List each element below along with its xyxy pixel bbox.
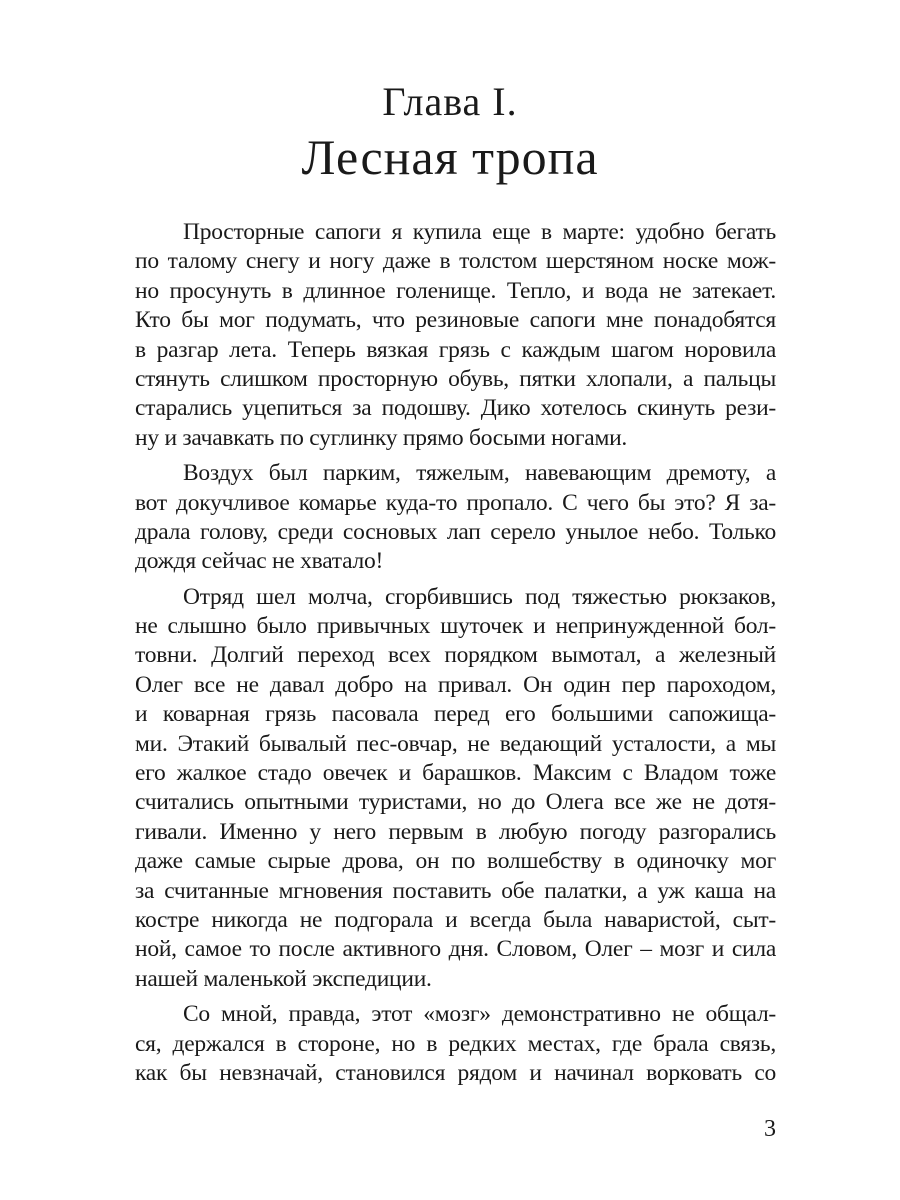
- page-number: 3: [764, 1116, 776, 1142]
- text-line: Кто бы мог подумать, что резиновые сапоги мне понадобятся: [135, 307, 776, 334]
- text-line: его жалкое стадо овечек и барашков. Максим с Владом тоже: [135, 760, 776, 787]
- text-line: даже самые сырые дрова, он по волшебству в одиночку мог: [135, 848, 776, 875]
- text-line: гивали. Именно у него первым в любую погоду разгорались: [135, 818, 776, 845]
- text-line: Со мной, правда, этот «мозг» демонстративно не общал-: [183, 1001, 776, 1028]
- text-line: Олег все не давал добро на привал. Он один пер пароходом,: [135, 671, 776, 698]
- text-line: Просторные сапоги я купила еще в марте: удобно бегать: [183, 219, 776, 245]
- text-line: старались уцепиться за подошву. Дико хотелось скинуть рези-: [135, 395, 776, 422]
- chapter-title: Лесная тропа: [301, 129, 599, 185]
- text-line: Отряд шел молча, сгорбившись под тяжестью рюкзаков,: [183, 583, 776, 610]
- text-line: вот докучливое комарье куда-то пропало. С чего бы это? Я за-: [135, 489, 776, 516]
- text-line: но просунуть в длинное голенище. Тепло, и вода не затекает.: [135, 277, 776, 304]
- text-line: костре никогда не подгорала и всегда была наваристой, сыт-: [135, 906, 776, 933]
- text-line: считались опытными туристами, но до Олега все же не дотя-: [135, 789, 776, 816]
- text-line: драла голову, среди сосновых лап серело унылое небо. Только: [135, 518, 776, 545]
- text-line: не слышно было привычных шуточек и непринужденной бол-: [135, 613, 776, 640]
- text-line: по талому снегу и ногу даже в толстом шерстяном носке мож-: [135, 248, 776, 275]
- text-line: Воздух был парким, тяжелым, навевающим дремоту, а: [183, 460, 776, 487]
- text-line: нашей маленькой экспедиции.: [135, 965, 432, 992]
- paragraph: [135, 218, 776, 453]
- text-line: ну и зачавкать по суглинку прямо босыми ногами.: [135, 424, 628, 451]
- chapter-number: Глава I.: [382, 79, 518, 124]
- text-line: как бы невзначай, становился рядом и начинал ворковать со: [135, 1059, 776, 1086]
- text-line: ся, держался в стороне, но в редких местах, где брала связь,: [135, 1030, 776, 1057]
- paragraph: [135, 1000, 776, 1088]
- text-line: и коварная грязь пасовала перед его большими сапожища-: [135, 701, 776, 728]
- text-line: в разгар лета. Теперь вязкая грязь с каждым шагом норовила: [135, 336, 776, 363]
- body-text: [135, 218, 776, 1094]
- text-line: за считанные мгновения поставить обе палатки, а уж каша на: [135, 877, 776, 904]
- text-line: товни. Долгий переход всех порядком вымотал, а железный: [135, 642, 776, 669]
- paragraph: [135, 459, 776, 577]
- text-line: ной, самое то после активного дня. Словом, Олег – мозг и сила: [135, 936, 776, 963]
- text-line: стянуть слишком просторную обувь, пятки хлопали, а пальцы: [135, 365, 776, 392]
- text-line: ми. Этакий бывалый пес-овчар, не ведающий усталости, а мы: [135, 730, 776, 757]
- paragraph: [135, 583, 776, 994]
- text-line: дождя сейчас не хватало!: [135, 548, 384, 575]
